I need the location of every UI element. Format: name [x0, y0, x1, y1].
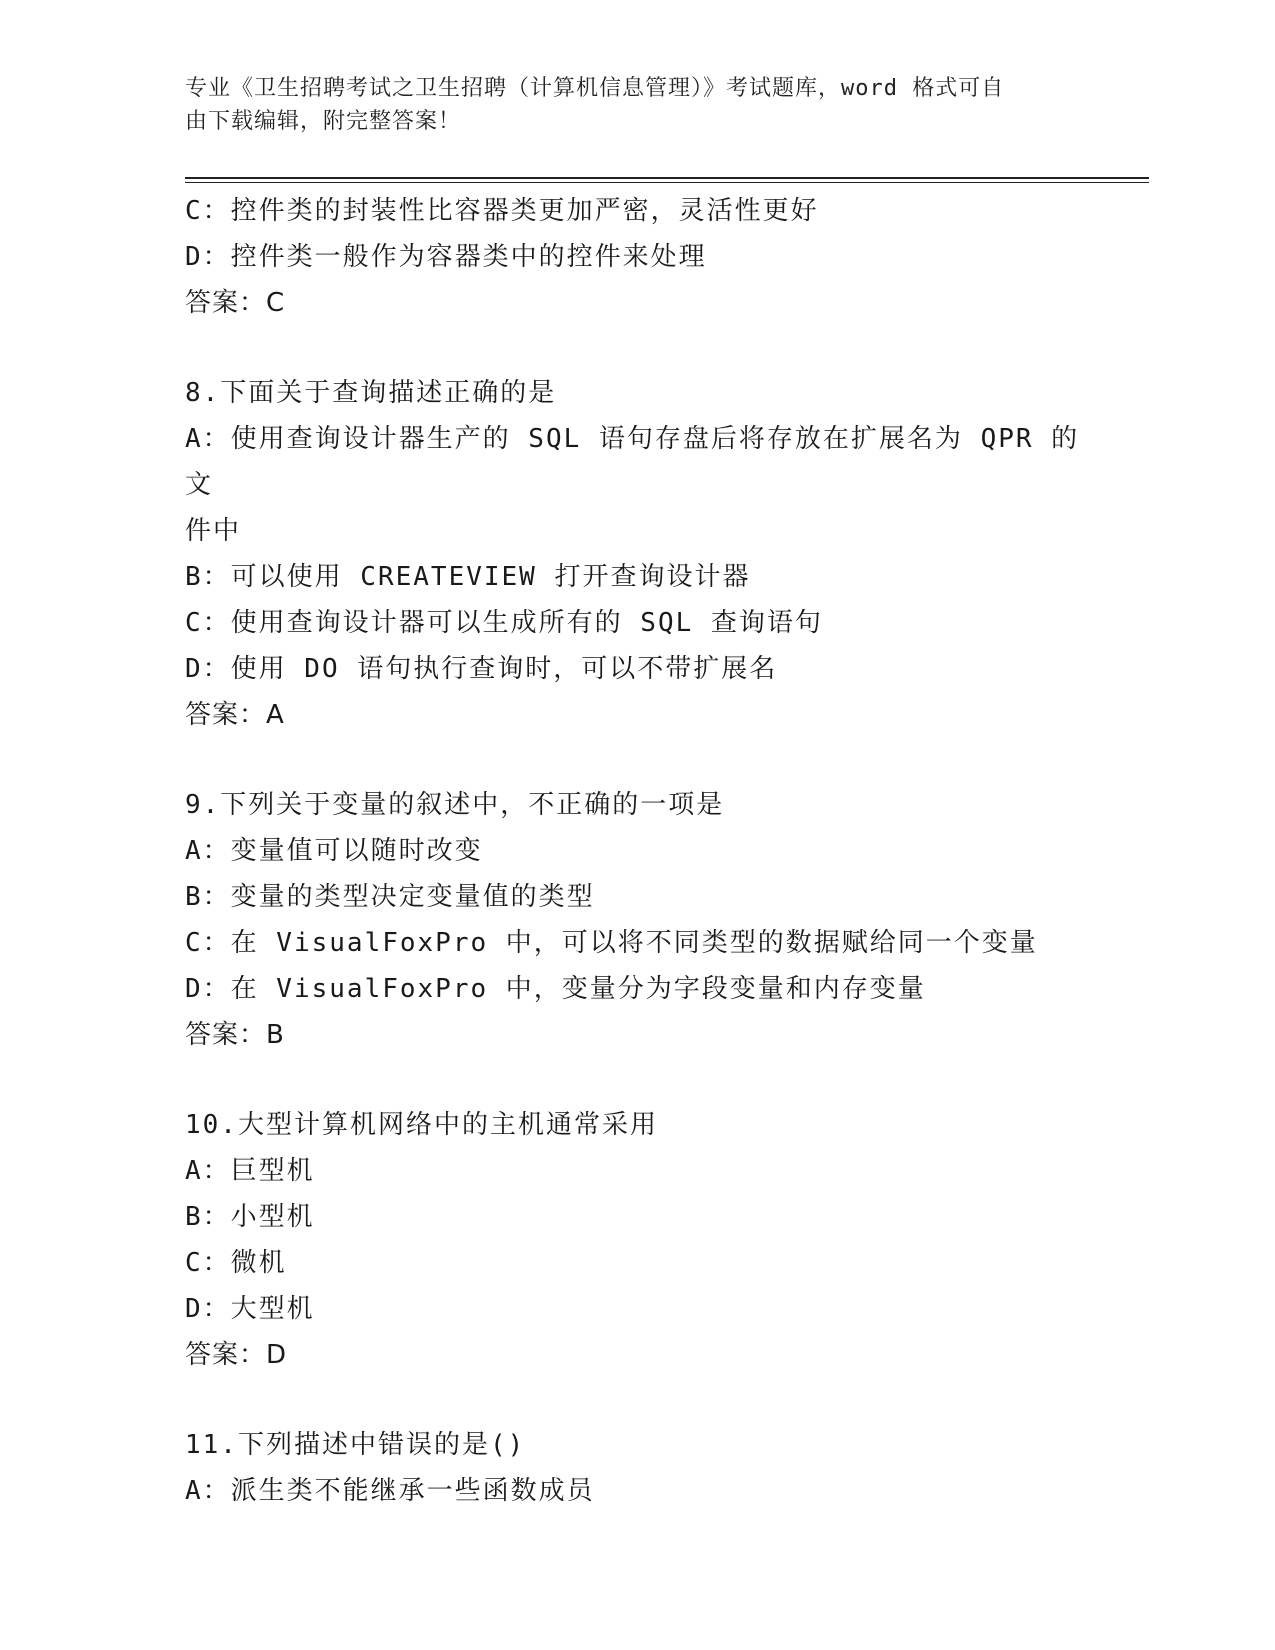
option-c: C：控件类的封装性比容器类更加严密，灵活性更好 — [185, 196, 819, 226]
spacer — [185, 1378, 1085, 1422]
question-stem: 8.下面关于查询描述正确的是 — [185, 378, 557, 408]
header-line-1: 专业《卫生招聘考试之卫生招聘（计算机信息管理）》考试题库，word 格式可自 — [185, 76, 1005, 101]
question-9 — [185, 782, 1085, 1058]
option-c: C：使用查询设计器可以生成所有的 SQL 查询语句 — [185, 608, 823, 638]
option-b: B：变量的类型决定变量值的类型 — [185, 882, 595, 912]
question-10 — [185, 1102, 1085, 1378]
option-d: D：使用 DO 语句执行查询时，可以不带扩展名 — [185, 654, 778, 684]
question-stem: 11.下列描述中错误的是() — [185, 1430, 526, 1460]
option-a: A：巨型机 — [185, 1156, 315, 1186]
option-b: B：小型机 — [185, 1202, 315, 1232]
question-stem: 9.下列关于变量的叙述中，不正确的一项是 — [185, 790, 725, 820]
spacer — [185, 326, 1085, 370]
question-stem: 10.大型计算机网络中的主机通常采用 — [185, 1110, 658, 1140]
option-c: C：微机 — [185, 1248, 287, 1278]
answer-label: 答案：C — [185, 288, 286, 318]
option-a-continued: 件中 — [185, 516, 242, 546]
header-line-2: 由下载编辑，附完整答案！ — [185, 109, 462, 134]
option-a: A：变量值可以随时改变 — [185, 836, 483, 866]
option-a: A：使用查询设计器生产的 SQL 语句存盘后将存放在扩展名为 QPR 的文 — [185, 424, 1080, 500]
question-list — [185, 188, 1085, 1514]
option-c: C：在 VisualFoxPro 中，可以将不同类型的数据赋给同一个变量 — [185, 928, 1038, 958]
answer-label: 答案：D — [185, 1340, 288, 1370]
spacer — [185, 1058, 1085, 1102]
question-8 — [185, 370, 1085, 738]
question-7 — [185, 188, 1085, 326]
header-divider-thin — [185, 182, 1149, 183]
question-11 — [185, 1422, 1085, 1514]
option-a: A：派生类不能继承一些函数成员 — [185, 1476, 595, 1506]
answer-label: 答案：B — [185, 1020, 285, 1050]
document-header — [185, 72, 1085, 138]
option-d: D：大型机 — [185, 1294, 315, 1324]
spacer — [185, 738, 1085, 782]
answer-label: 答案：A — [185, 700, 285, 730]
header-divider-thick — [185, 177, 1149, 179]
option-d: D：在 VisualFoxPro 中，变量分为字段变量和内存变量 — [185, 974, 926, 1004]
option-d: D：控件类一般作为容器类中的控件来处理 — [185, 242, 707, 272]
option-b: B：可以使用 CREATEVIEW 打开查询设计器 — [185, 562, 751, 592]
